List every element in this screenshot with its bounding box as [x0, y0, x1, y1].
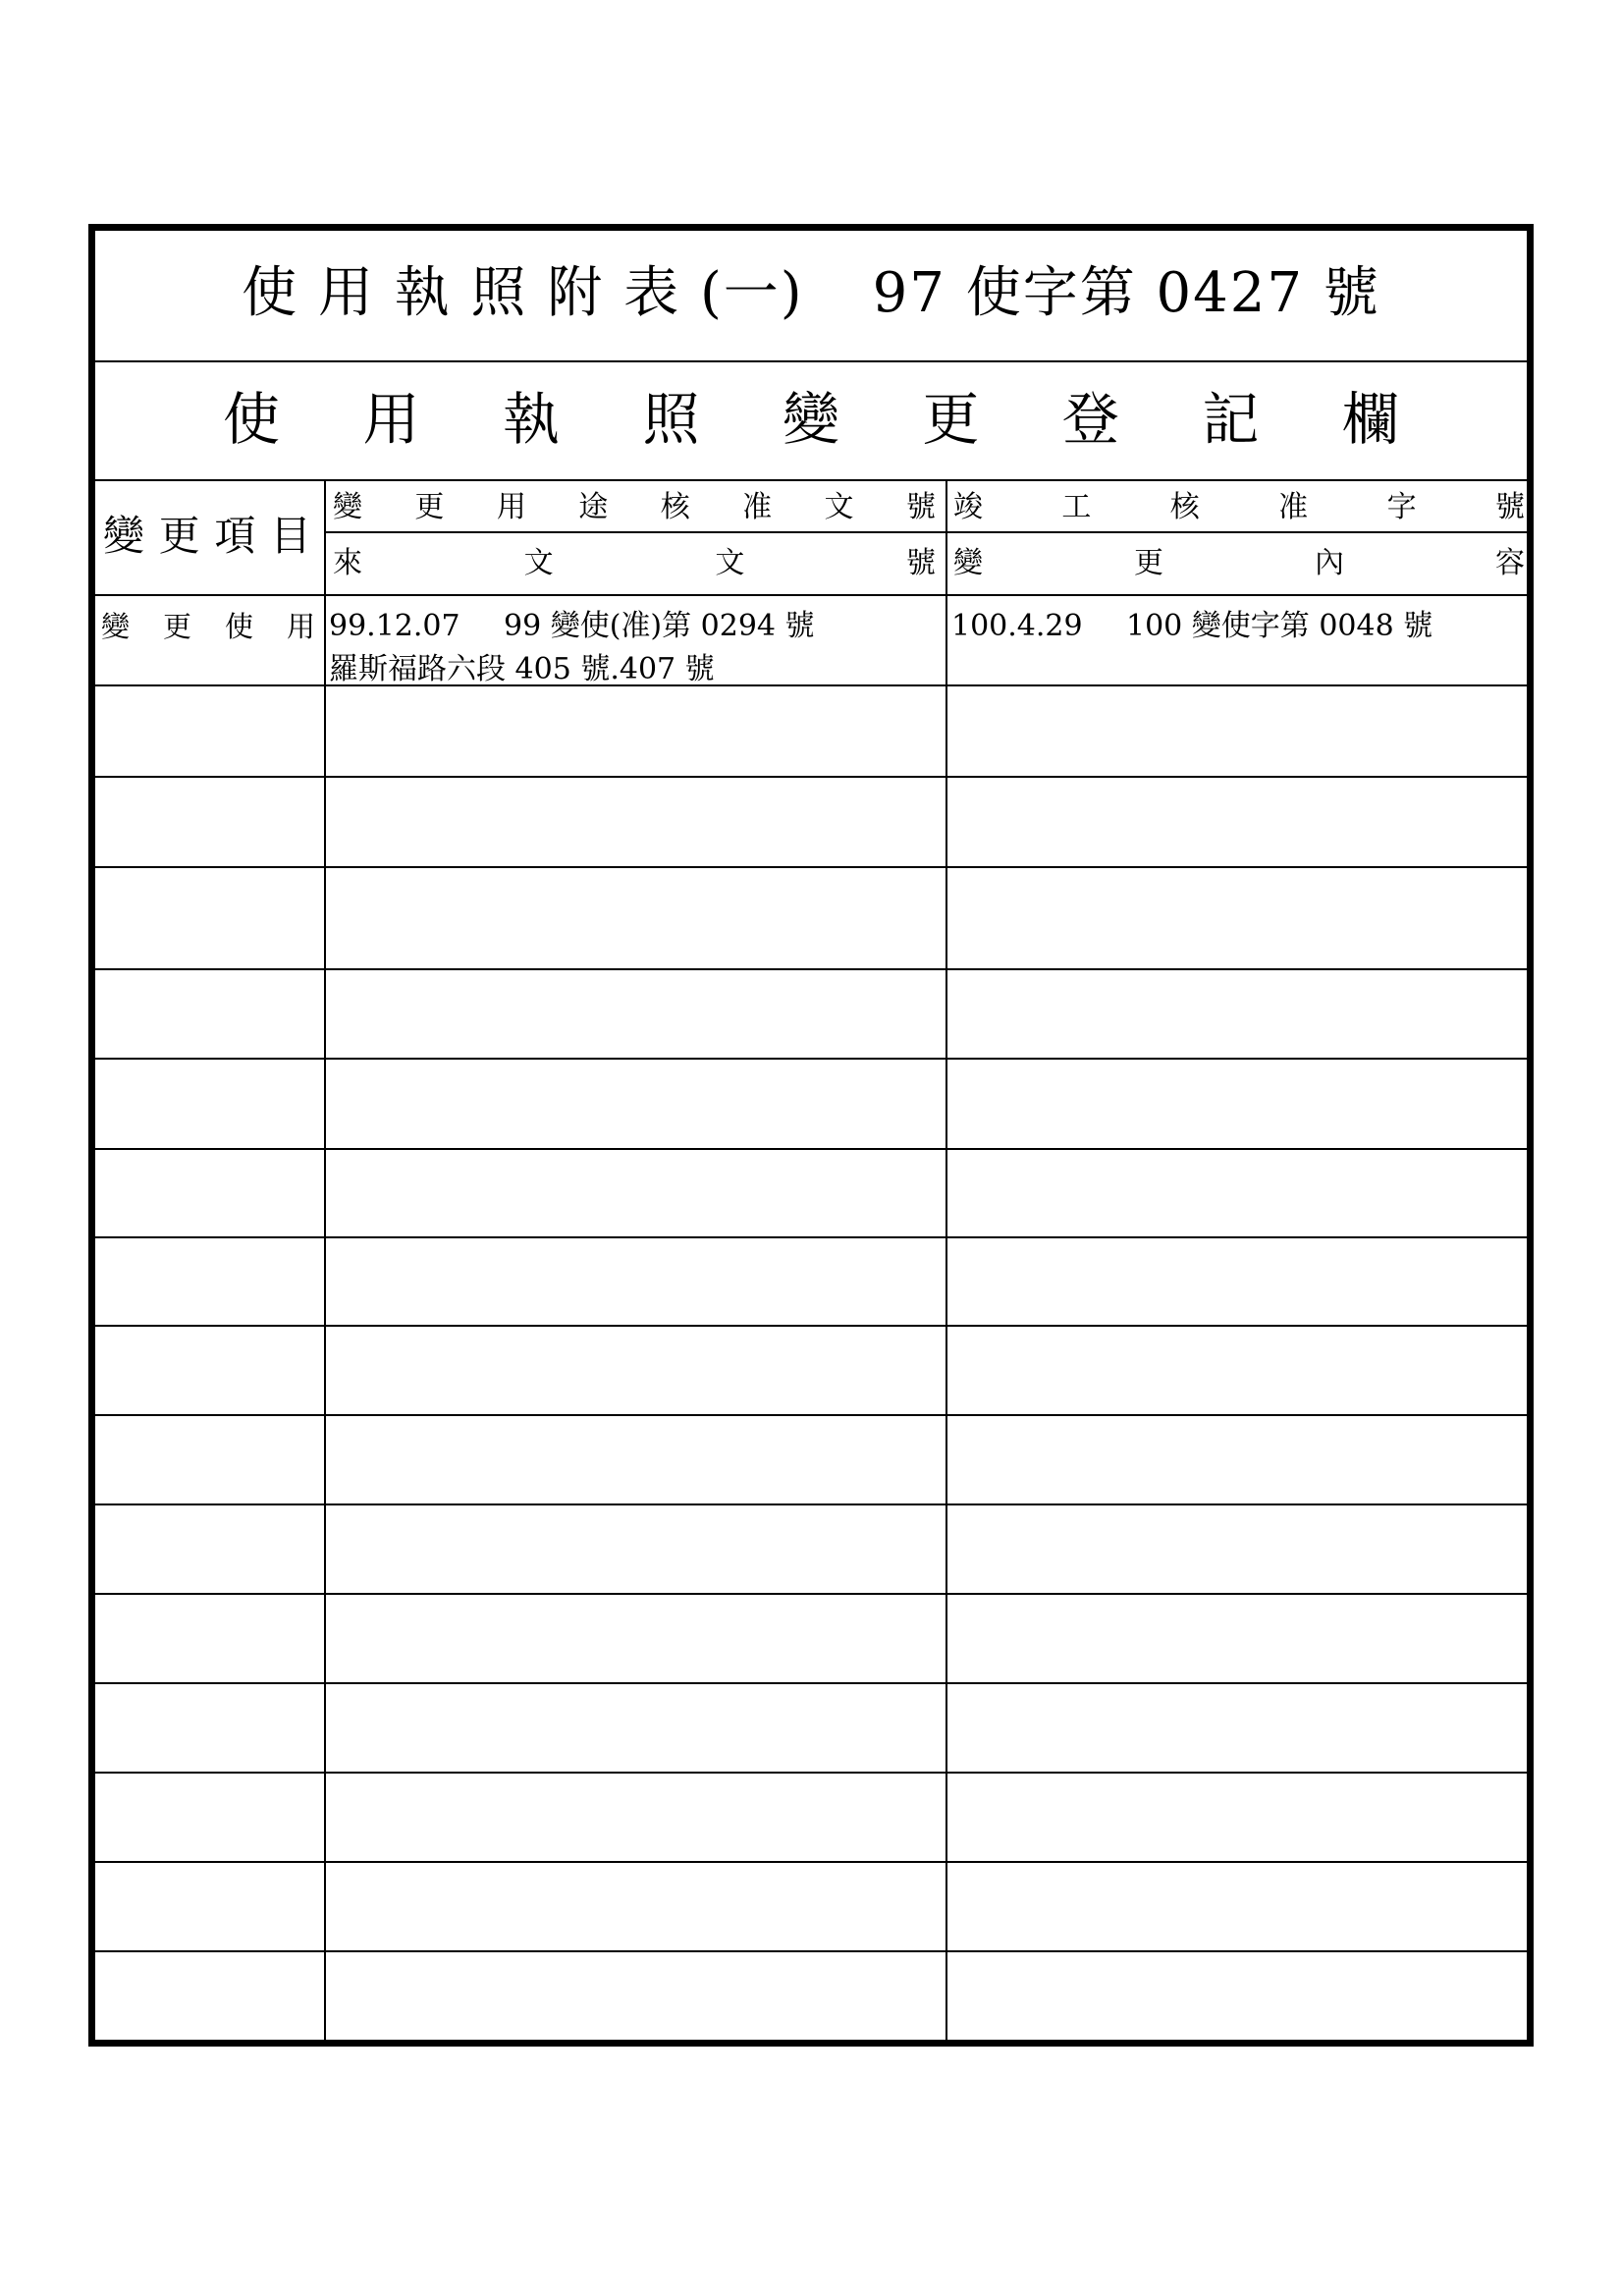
- row-divider: [95, 684, 1527, 686]
- approval-date: 99.12.07: [329, 609, 460, 643]
- divider: [95, 479, 1527, 481]
- header-subdivider: [324, 531, 1527, 533]
- address: 羅斯福路六段 405 號.407 號: [329, 652, 715, 686]
- row-divider: [95, 1236, 1527, 1238]
- row-divider: [95, 1950, 1527, 1952]
- row-divider: [95, 1593, 1527, 1595]
- approval-number: 99 變使(准)第 0294 號: [504, 609, 815, 643]
- row-divider: [95, 1148, 1527, 1150]
- header-content-label: 變 更 內 容: [953, 546, 1525, 580]
- header-source-label: 來 文 文 號: [333, 546, 936, 580]
- permit-number: 97 使字第 0427 號: [872, 261, 1380, 325]
- row-item-label: 變 更 使 用: [101, 610, 315, 643]
- header-completion-label: 竣 工 核 准 字 號: [953, 490, 1525, 524]
- row-divider: [95, 1414, 1527, 1416]
- header-item-label: 變 更 項 目: [103, 512, 311, 560]
- header-doc-no-label: 變 更 用 途 核 准 文 號: [333, 490, 936, 524]
- row-divider: [95, 1503, 1527, 1505]
- divider: [95, 360, 1527, 362]
- row-divider: [95, 776, 1527, 778]
- column-divider: [946, 479, 947, 2040]
- registration-table: [88, 224, 1534, 2047]
- completion-date: 100.4.29: [951, 609, 1083, 643]
- row-divider: [95, 1772, 1527, 1774]
- row-divider: [95, 968, 1527, 970]
- row-divider: [95, 1861, 1527, 1863]
- completion-number: 100 變使字第 0048 號: [1126, 609, 1433, 643]
- row-divider: [95, 866, 1527, 868]
- title-left: 使 用 執 照 附 表 (一): [242, 261, 804, 325]
- row-divider: [95, 1058, 1527, 1060]
- row-divider: [95, 1682, 1527, 1684]
- header-bottom-line: [95, 594, 1527, 596]
- row-divider: [95, 1325, 1527, 1327]
- column-divider: [324, 479, 326, 2040]
- table-subtitle: 使 用 執 照 變 更 登 記 欄: [223, 386, 1399, 453]
- page-title: [95, 261, 1527, 325]
